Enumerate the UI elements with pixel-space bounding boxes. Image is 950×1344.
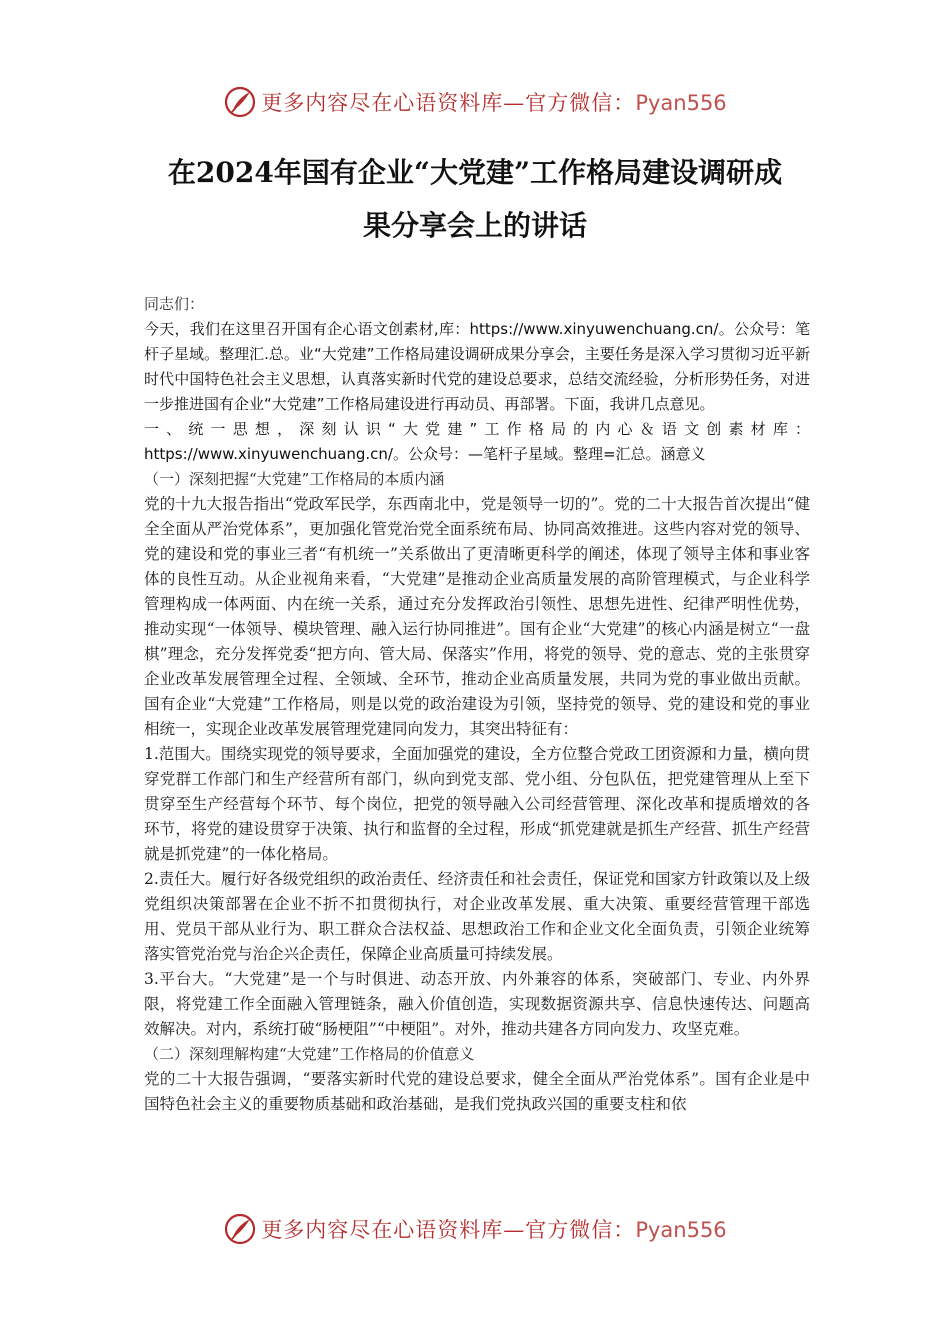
- document-body: [144, 292, 810, 1117]
- intro-paragraph: 今天，我们在这里召开国有企心语文创素材,库：https://www.xinyuwenchuang.cn/。公众号：笔杆子星域。整理汇.总。业“大党建”工作格局建设调研成果分享会，主要任务是深入学习贯彻习近平新时代中国特色社会主义思想，认真落实新时代党的建设总要求，总结交流经验，分析形势任务，对进一步推进国有企业“大党建”工作格局建设进行再动员、再部署。下面，我讲几点意见。: [144, 320, 810, 413]
- subsection-heading-1: （一）深刻把握“大党建”工作格局的本质内涵: [144, 470, 445, 488]
- paragraph-2: 党的二十大报告强调，“要落实新时代党的建设总要求，健全全面从严治党体系”。国有企业是中国特色社会主义的重要物质基础和政治基础，是我们党执政兴国的重要支柱和依: [144, 1070, 810, 1113]
- list-item-2: 2.责任大。履行好各级党组织的政治责任、经济责任和社会责任，保证党和国家方针政策以及上级党组织决策部署在企业不折不扣贯彻执行，对企业改革发展、重大决策、重要经营管理干部选用、党员干部从业行为、职工群众合法权益、思想政治工作和企业文化全面负责，引领企业统筹落实管党治党与治企兴企责任，保障企业高质量可持续发展。: [144, 870, 810, 963]
- quill-logo-icon: [223, 85, 257, 119]
- greeting: 同志们：: [144, 295, 205, 313]
- watermark-footer: [0, 1209, 950, 1249]
- watermark-text: 更多内容尽在心语资料库—官方微信：Pyan556: [261, 1218, 727, 1242]
- watermark-header: [0, 82, 950, 122]
- list-item-1: 1.范围大。围绕实现党的领导要求，全面加强党的建设，全方位整合党政工团资源和力量，横向贯穿党群工作部门和生产经营所有部门，纵向到党支部、党小组、分包队伍，把党建管理从上至下贯穿至生产经营每个环节、每个岗位，把党的领导融入公司经营管理、深化改革和提质增效的各环节，将党的建设贯穿于决策、执行和监督的全过程，形成“抓党建就是抓生产经营、抓生产经营就是抓党建”的一体化格局。: [144, 745, 810, 863]
- quill-logo-icon: [223, 1212, 257, 1246]
- watermark-text: 更多内容尽在心语资料库—官方微信：Pyan556: [261, 91, 727, 115]
- watermark-wechat: Pyan556: [635, 1218, 727, 1242]
- document-title: [0, 146, 950, 252]
- paragraph-1: 党的十九大报告指出“党政军民学，东西南北中，党是领导一切的”。党的二十大报告首次提出“健全全面从严治党体系”，更加强化管党治党全面系统布局、协同高效推进。这些内容对党的领导、党的建设和党的事业三者“有机统一”关系做出了更清晰更科学的阐述，体现了领导主体和事业客体的良性互动。从企业视角来看，“大党建”是推动企业高质量发展的高阶管理模式，与企业科学管理构成一体两面、内在统一关系，通过充分发挥政治引领性、思想先进性、纪律严明性优势，推动实现“一体领导、模块管理、融入运行协同推进”。国有企业“大党建”的核心内涵是树立“一盘棋”理念，充分发挥党委“把方向、管大局、保落实”作用，将党的领导、党的意志、党的主张贯穿企业改革发展管理全过程、全领域、全环节，推动企业高质量发展，共同为党的事业做出贡献。国有企业“大党建”工作格局，则是以党的政治建设为引领，坚持党的领导、党的建设和党的事业相统一，实现企业改革发展管理党建同向发力，其突出特征有：: [144, 495, 810, 738]
- title-line-2: 果分享会上的讲话: [362, 209, 587, 242]
- list-item-3: 3.平台大。“大党建”是一个与时俱进、动态开放、内外兼容的体系，突破部门、专业、内外界限，将党建工作全面融入管理链条，融入价值创造，实现数据资源共享、信息快速传达、问题高效解决。对内，系统打破“肠梗阻”“中梗阻”。对外，推动共建各方同向发力、攻坚克难。: [144, 970, 810, 1038]
- watermark-wechat: Pyan556: [635, 91, 727, 115]
- section-heading-1: 一、统一思想，深刻认识“大党建”工作格局的内心＆语文创素材库：https://www.xinyuwenchuang.cn/。公众号：—笔杆子星域。整理=汇总。涵意义: [144, 420, 810, 463]
- title-line-1: 在2024年国有企业“大党建”工作格局建设调研成: [167, 156, 783, 189]
- subsection-heading-2: （二）深刻理解构建“大党建”工作格局的价值意义: [144, 1045, 475, 1063]
